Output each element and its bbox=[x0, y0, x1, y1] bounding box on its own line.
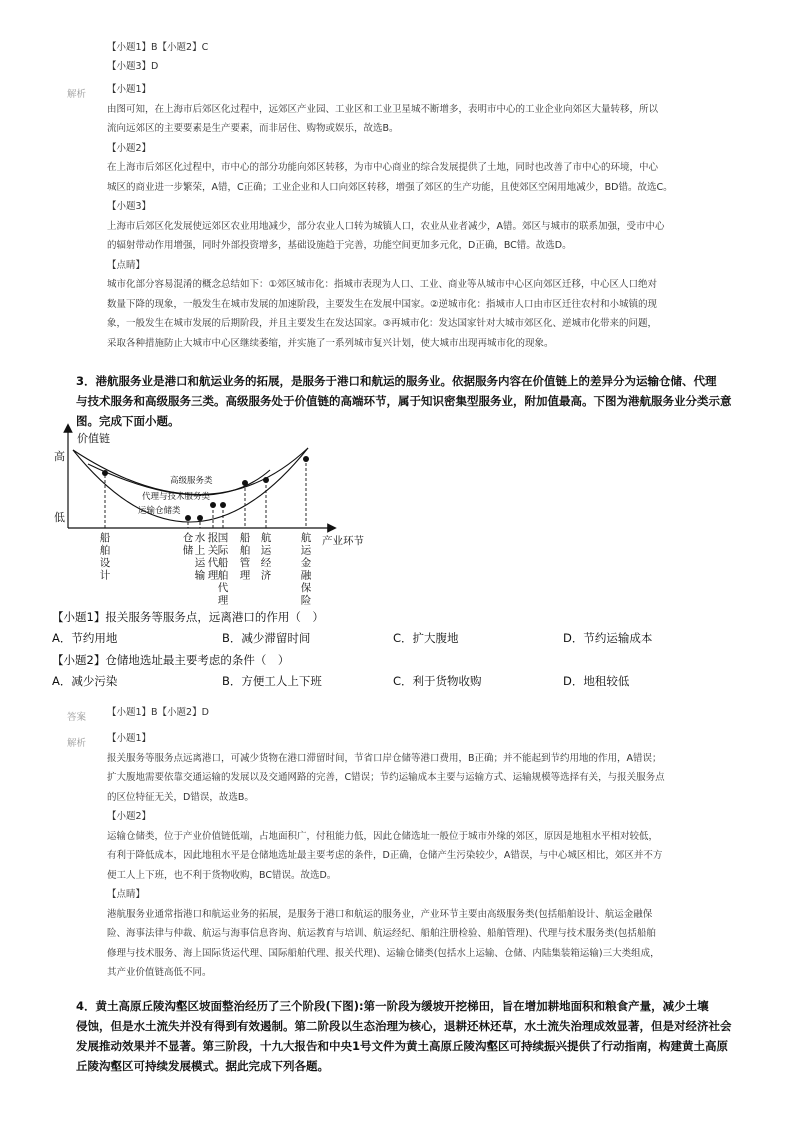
analysis-line: 【小题1】 bbox=[107, 733, 152, 744]
x-item-label: 输 bbox=[194, 569, 206, 582]
q4-stem-line: 4．黄土高原丘陵沟壑区坡面整治经历了三个阶段(下图):第一阶段为缓坡开挖梯田，旨在增加耕地面积和粮食产量，减少土壤 bbox=[76, 999, 709, 1013]
x-item-label: 运 bbox=[260, 544, 272, 557]
x-item-label: 代 bbox=[207, 557, 219, 569]
chart-point bbox=[185, 515, 191, 521]
x-item-label: 储 bbox=[182, 544, 194, 557]
x-item-label: 国 bbox=[217, 532, 229, 544]
answer-line-1: 【小题1】B【小题2】C bbox=[107, 42, 209, 53]
x-item-label: 航 bbox=[260, 532, 272, 544]
x-item-label: 报 bbox=[207, 532, 219, 544]
analysis-line: 【小题1】 bbox=[107, 84, 152, 95]
x-item-label: 济 bbox=[260, 569, 272, 582]
analysis-line: 由图可知，在上海市后郊区化过程中，远郊区产业园、工业区和工业卫星城不断增多，表明市中心的工业企业向郊区大量转移，所以 bbox=[107, 103, 659, 115]
x-item-label: 理 bbox=[207, 569, 219, 582]
analysis-line: 报关服务等服务点远离港口，可减少货物在港口滞留时间，节省口岸仓储等港口费用，B正确；并不能起到节约用地的作用，A错误； bbox=[107, 752, 662, 764]
q3-stem-line: 图。完成下面小题。 bbox=[76, 414, 180, 428]
x-item-label: 际 bbox=[217, 544, 229, 557]
analysis-line: 【小题3】 bbox=[107, 201, 152, 212]
analysis-line: 数量下降的现象，一般发生在城市发展的加速阶段，主要发生在发展中国家。②逆城市化：指城市人口由市区迁往农村和小城镇的现 bbox=[107, 298, 658, 310]
x-item-label: 舶 bbox=[217, 569, 229, 582]
analysis-line: 扩大腹地需要依靠交通运输的发展以及交通网路的完善，C错误；节约运输成本主要与运输方式、运输规模等选择有关，与报关服务点 bbox=[107, 772, 665, 783]
answer-tag: 答案 bbox=[67, 712, 87, 723]
x-item-label: 船 bbox=[99, 532, 111, 544]
analysis-line: 运输仓储类，位于产业价值链低端，占地面积广，付租能力低，因此仓储选址一般位于城市外缘的郊区，原因是地租水平相对较低， bbox=[107, 830, 659, 842]
q3-sub1-text: 【小题1】报关服务等服务点，远离港口的作用（ ） bbox=[52, 610, 324, 624]
x-item-label: 水 bbox=[194, 532, 206, 544]
x-item-label: 船 bbox=[217, 557, 229, 569]
y-axis-label: 价值链 bbox=[77, 432, 110, 445]
y-low-label: 低 bbox=[54, 511, 65, 524]
x-item-label: 关 bbox=[207, 544, 219, 557]
q4-stem-line: 发展推动效果并不显著。第三阶段，十九大报告和中央1号文件为黄土高原丘陵沟壑区可持续振兴提供了行动指南，构建黄土高原 bbox=[76, 1039, 728, 1053]
q3-sub2-option-d[interactable]: D．地租较低 bbox=[563, 674, 630, 688]
analysis-line: 流向远郊区的主要要素是生产要素，而非居住、购物或娱乐，故选B。 bbox=[107, 123, 399, 134]
x-item-label: 险 bbox=[300, 594, 312, 607]
q4-stem bbox=[76, 996, 756, 1076]
curve-label-storage: 运输仓储类 bbox=[138, 506, 181, 516]
q3-sub2-option-c[interactable]: C．利于货物收购 bbox=[393, 674, 482, 688]
answer-line-2: 【小题3】D bbox=[107, 61, 159, 72]
analysis-line: 【小题2】 bbox=[107, 142, 152, 154]
curve-label-advanced: 高级服务类 bbox=[170, 476, 213, 486]
x-item-label: 仓 bbox=[182, 532, 194, 544]
analysis-line: 在上海市后郊区化过程中，市中心的部分功能向郊区转移，为市中心商业的综合发展提供了土地，同时也改善了市中心的环境，中心 bbox=[107, 162, 659, 173]
analysis-line: 的辐射带动作用增强，同时外部投资增多，基础设施趋于完善，功能空间更加多元化，D正确，BC错。故选D。 bbox=[107, 240, 572, 251]
analysis-line: 【小题2】 bbox=[107, 811, 152, 822]
analysis-line: 有利于降低成本，因此地租水平是仓储地选址最主要考虑的条件，D正确，仓储产生污染较少，A错误，与中心城区相比，郊区并不方 bbox=[107, 850, 663, 861]
q3-sub1-option-d[interactable]: D．节约运输成本 bbox=[563, 631, 653, 645]
x-item-label: 融 bbox=[300, 569, 312, 582]
x-item-label: 舶 bbox=[239, 544, 251, 557]
analysis-line: 采取各种措施防止大城市中心区继续萎缩，并实施了一系列城市复兴计划，使大城市出现再城市化的现象。 bbox=[107, 337, 554, 349]
y-high-label: 高 bbox=[54, 450, 65, 463]
chart-point bbox=[210, 502, 216, 508]
q3-analysis bbox=[107, 729, 665, 983]
analysis-tag: 解析 bbox=[67, 738, 87, 749]
q3-answer: 【小题1】B【小题2】D bbox=[107, 707, 209, 718]
q3-stem-line: 与技术服务和高级服务三类。高级服务处于价值链的高端环节，属于知识密集型服务业，附加值最高。下图为港航服务业分类示意 bbox=[76, 394, 732, 408]
analysis-line: 险、海事法律与仲裁、航运与海事信息咨询、航运教育与培训、航运经纪、船舶注册检验、船舶管理)、代理与技术服务类(包括船舶 bbox=[107, 928, 656, 939]
q3-stem-line: 3．港航服务业是港口和航运业务的拓展，是服务于港口和航运的服务业。依据服务内容在价值链上的差异分为运输仓储、代理 bbox=[76, 374, 717, 388]
analysis-line: 城区的商业进一步繁荣，A错，C正确；工业企业和人口向郊区转移，增强了郊区的生产功能，且使郊区空闲用地减少，BD错。故选C。 bbox=[107, 181, 673, 193]
sec1-analysis bbox=[107, 80, 673, 353]
x-axis-label: 产业环节 bbox=[322, 535, 364, 547]
analysis-line: 【点睛】 bbox=[107, 889, 146, 900]
analysis-line: 城市化部分容易混淆的概念总结如下：①郊区城市化：指城市表现为人口、工业、商业等从城市中心区向郊区迁移，中心区人口绝对 bbox=[107, 279, 658, 290]
q3-sub2-option-a[interactable]: A．减少污染 bbox=[52, 674, 118, 688]
x-item-label: 舶 bbox=[99, 544, 111, 557]
x-item-label: 管 bbox=[239, 557, 251, 569]
x-item-label: 经 bbox=[260, 557, 272, 569]
value-chain-diagram bbox=[40, 420, 380, 610]
x-item-label: 上 bbox=[194, 544, 206, 557]
x-item-label: 理 bbox=[239, 569, 251, 582]
x-item-label: 运 bbox=[194, 557, 206, 569]
q4-stem-line: 丘陵沟壑区可持续发展模式。据此完成下列各题。 bbox=[76, 1059, 329, 1073]
q4-stem-line: 侵蚀，但是水土流失并没有得到有效遏制。第二阶段以生态治理为核心，退耕还林还草，水土流失治理成效显著，但是对经济社会 bbox=[76, 1019, 732, 1033]
chart-point bbox=[102, 470, 108, 476]
x-item-label: 运 bbox=[300, 544, 312, 557]
x-item-label: 船 bbox=[239, 532, 251, 544]
analysis-line: 其产业价值链高低不同。 bbox=[107, 967, 212, 978]
analysis-line: 港航服务业通常指港口和航运业务的拓展，是服务于港口和航运的服务业，产业环节主要由高级服务类(包括船舶设计、航运金融保 bbox=[107, 908, 653, 920]
x-item-label: 理 bbox=[217, 594, 229, 607]
q3-sub1-option-c[interactable]: C．扩大腹地 bbox=[393, 631, 459, 645]
analysis-line: 的区位特征无关，D错误，故选B。 bbox=[107, 791, 254, 803]
analysis-line: 【点睛】 bbox=[107, 259, 146, 271]
analysis-line: 象，一般发生在城市发展的后期阶段，并且主要发生在发达国家。③再城市化：发达国家针对大城市郊区化、逆城市化带来的问题， bbox=[107, 318, 658, 329]
curve-label-agency: 代理与技术服务类 bbox=[142, 492, 211, 502]
chart-point bbox=[303, 456, 309, 462]
x-item-label: 航 bbox=[300, 532, 312, 544]
x-item-label: 金 bbox=[300, 557, 312, 569]
q3-sub2-text: 【小题2】仓储地选址最主要考虑的条件（ ） bbox=[52, 653, 290, 667]
chart-point bbox=[197, 515, 203, 521]
analysis-line: 便工人上下班，也不利于货物收购，BC错误。故选D。 bbox=[107, 869, 337, 881]
analysis-line: 上海市后郊区化发展使远郊区农业用地减少，部分农业人口转为城镇人口，农业从业者减少，A错。郊区与城市的联系加强，受市中心 bbox=[107, 220, 665, 232]
q3-sub1-option-a[interactable]: A．节约用地 bbox=[52, 631, 118, 645]
chart-point bbox=[220, 502, 226, 508]
q3-sub1-option-b[interactable]: B．减少滞留时间 bbox=[222, 631, 311, 645]
x-item-label: 代 bbox=[217, 582, 229, 594]
chart-point bbox=[242, 480, 248, 486]
x-item-labels bbox=[100, 531, 312, 607]
q3-sub2-option-b[interactable]: B．方便工人上下班 bbox=[222, 674, 322, 688]
x-item-label: 设 bbox=[99, 557, 111, 569]
analysis-line: 修理与技术服务、海上国际货运代理、国际船舶代理、报关代理)、运输仓储类(包括水上运输、仓储、内陆集装箱运输)三大类组成， bbox=[107, 947, 660, 959]
x-item-label: 计 bbox=[99, 569, 111, 582]
x-item-label: 保 bbox=[300, 582, 312, 594]
chart-point bbox=[263, 477, 269, 483]
analysis-tag: 解析 bbox=[67, 89, 87, 100]
